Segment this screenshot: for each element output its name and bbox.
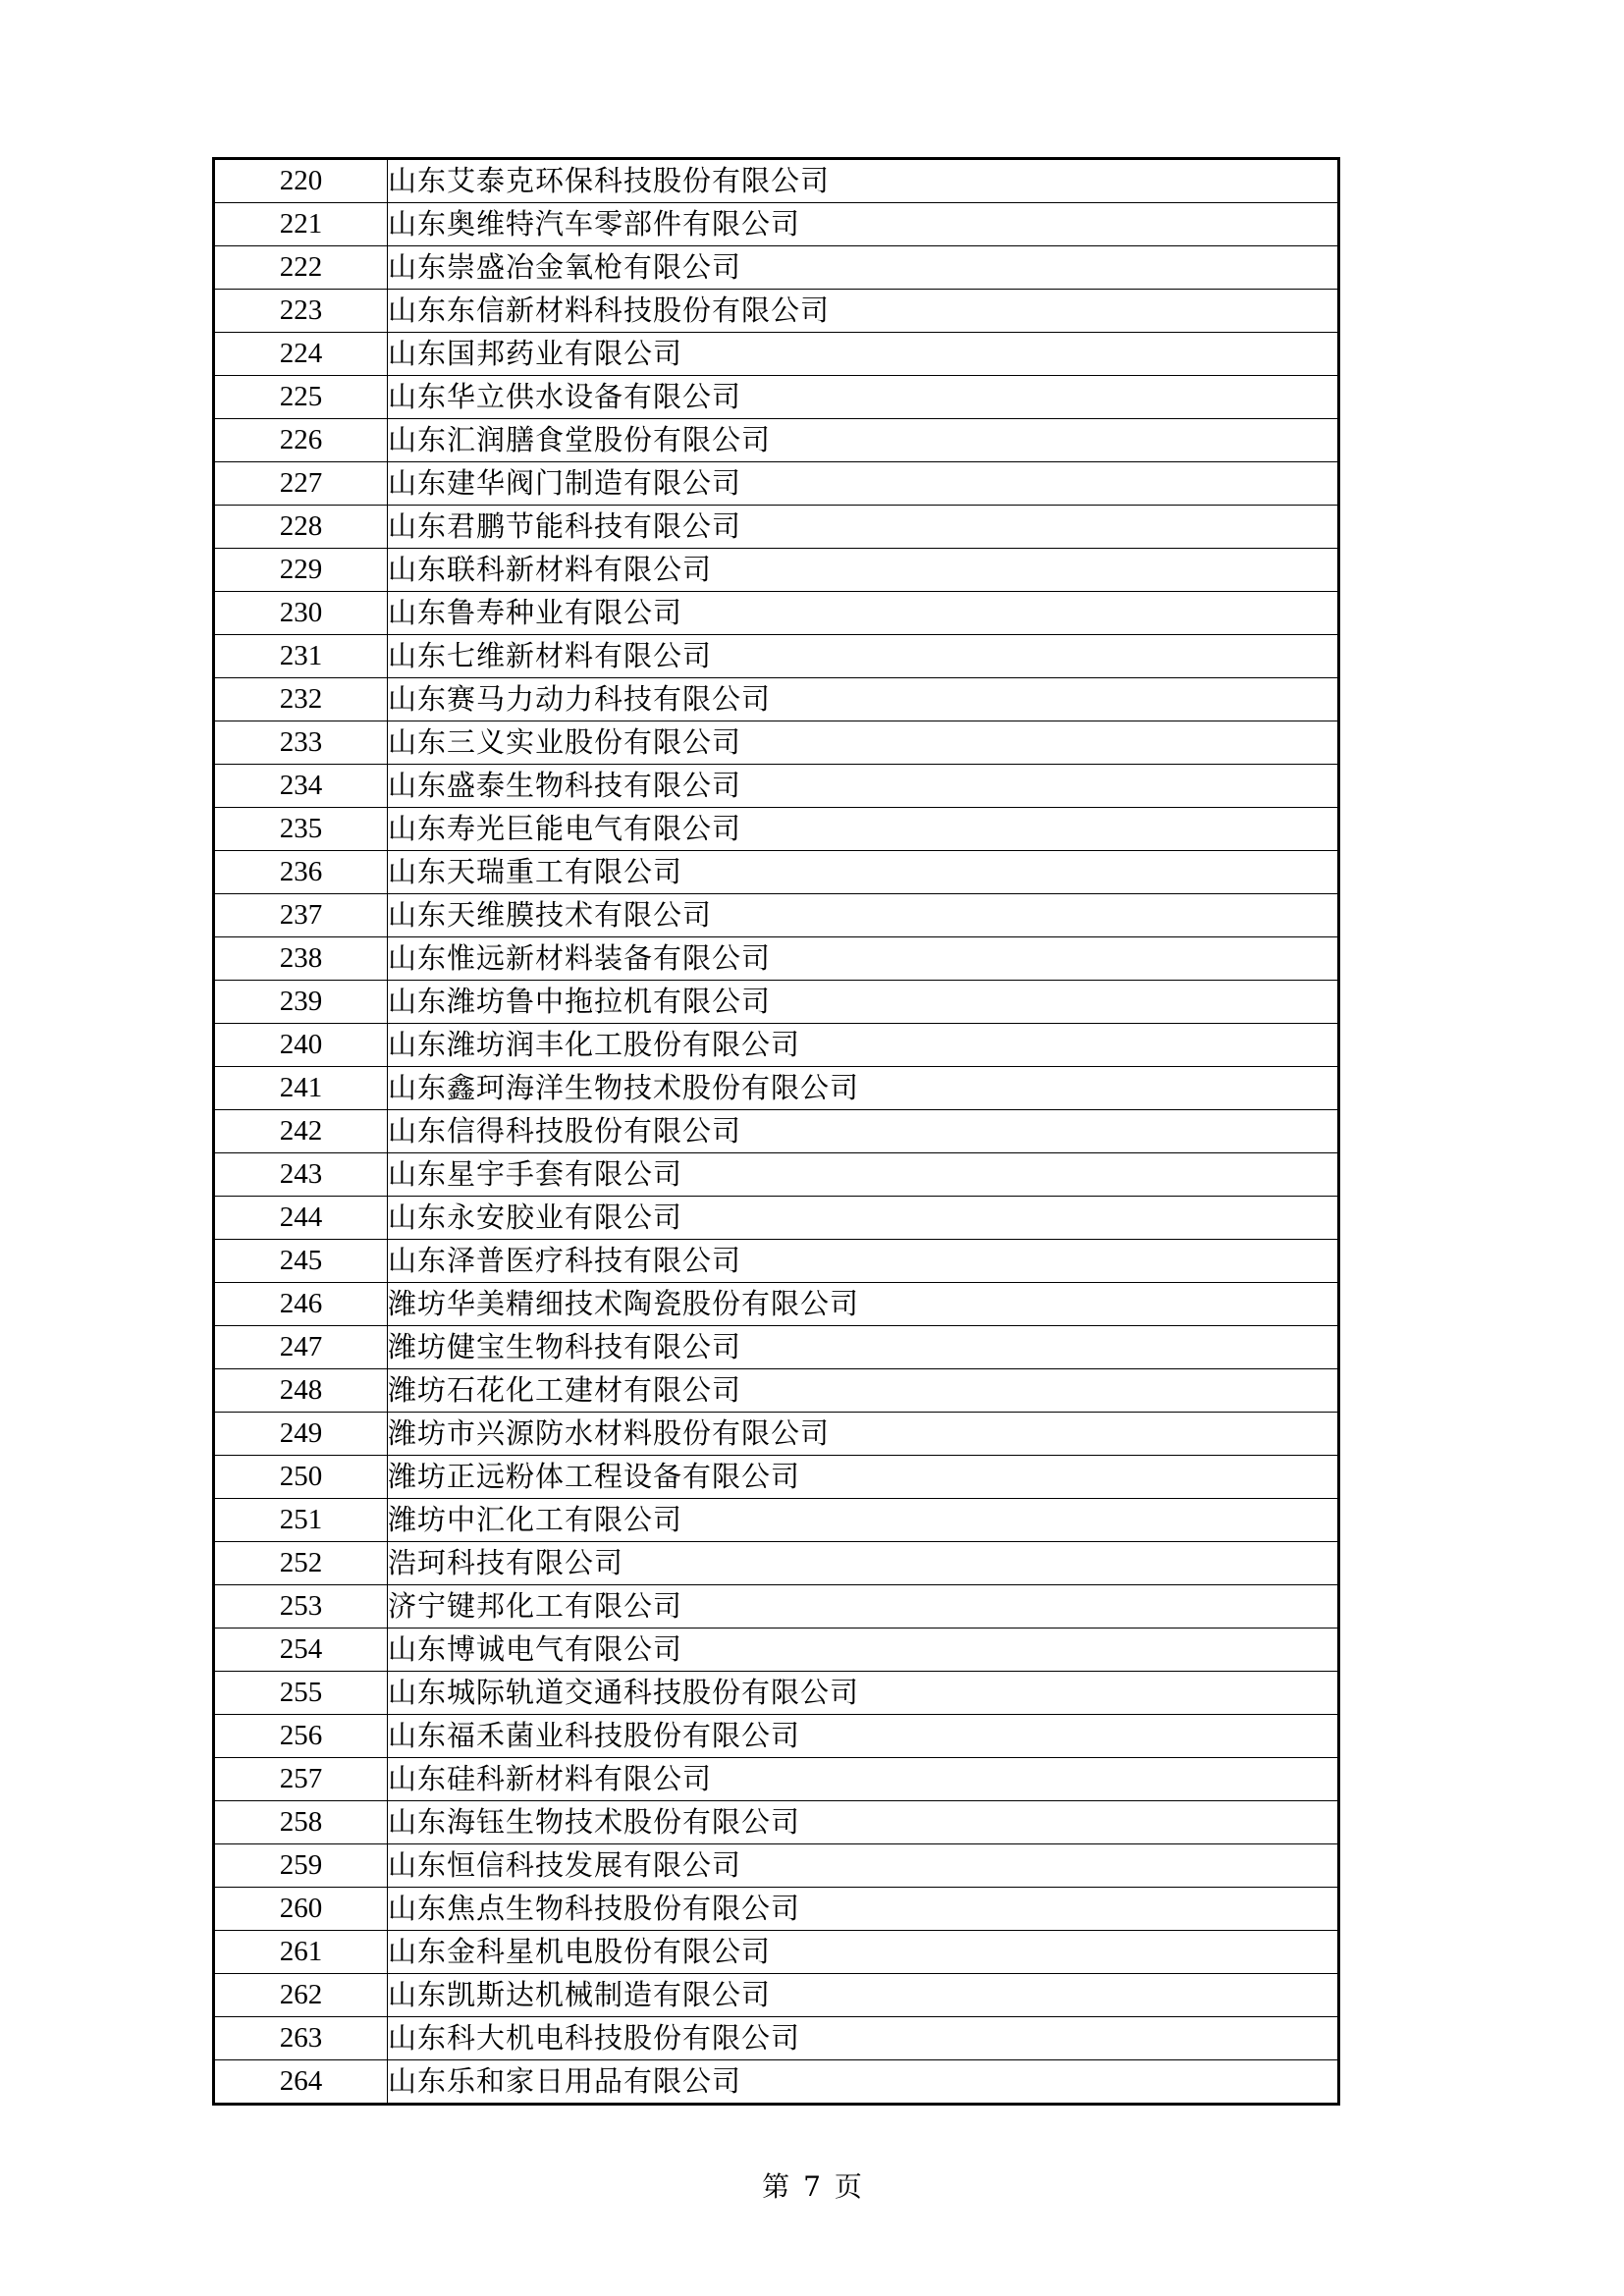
table-row [214,1024,1339,1067]
row-number-cell: 244 [214,1197,388,1240]
table-row [214,203,1339,246]
row-number-cell: 250 [214,1456,388,1499]
table-row [214,462,1339,506]
company-name-cell: 潍坊中汇化工有限公司 [388,1499,1339,1542]
row-number-cell: 257 [214,1758,388,1801]
table-row [214,1844,1339,1888]
row-number-cell: 238 [214,937,388,981]
company-name-cell: 山东博诚电气有限公司 [388,1629,1339,1672]
company-name-cell: 山东崇盛冶金氧枪有限公司 [388,246,1339,290]
row-number-cell: 263 [214,2017,388,2060]
row-number-cell: 245 [214,1240,388,1283]
row-number-cell: 243 [214,1153,388,1197]
table-row [214,721,1339,765]
company-name-cell: 山东天维膜技术有限公司 [388,894,1339,937]
row-number-cell: 236 [214,851,388,894]
row-number-cell: 222 [214,246,388,290]
row-number-cell: 231 [214,635,388,678]
table-row [214,1931,1339,1974]
company-name-cell: 山东鲁寿种业有限公司 [388,592,1339,635]
company-name-cell: 山东泽普医疗科技有限公司 [388,1240,1339,1283]
row-number-cell: 227 [214,462,388,506]
row-number-cell: 237 [214,894,388,937]
company-name-cell: 山东硅科新材料有限公司 [388,1758,1339,1801]
row-number-cell: 256 [214,1715,388,1758]
row-number-cell: 228 [214,506,388,549]
company-name-cell: 山东凯斯达机械制造有限公司 [388,1974,1339,2017]
table-row [214,1542,1339,1585]
table-row [214,1974,1339,2017]
row-number-cell: 262 [214,1974,388,2017]
row-number-cell: 235 [214,808,388,851]
company-name-cell: 潍坊石花化工建材有限公司 [388,1369,1339,1413]
row-number-cell: 242 [214,1110,388,1153]
company-name-cell: 山东乐和家日用品有限公司 [388,2060,1339,2105]
row-number-cell: 221 [214,203,388,246]
company-name-cell: 山东国邦药业有限公司 [388,333,1339,376]
row-number-cell: 248 [214,1369,388,1413]
company-name-cell: 山东海钰生物技术股份有限公司 [388,1801,1339,1844]
table-row [214,290,1339,333]
row-number-cell: 232 [214,678,388,721]
table-row [214,1672,1339,1715]
table-row [214,894,1339,937]
company-name-cell: 山东金科星机电股份有限公司 [388,1931,1339,1974]
company-name-cell: 山东华立供水设备有限公司 [388,376,1339,419]
company-name-cell: 潍坊健宝生物科技有限公司 [388,1326,1339,1369]
row-number-cell: 261 [214,1931,388,1974]
row-number-cell: 241 [214,1067,388,1110]
table-row [214,333,1339,376]
table-row [214,1110,1339,1153]
company-name-cell: 山东恒信科技发展有限公司 [388,1844,1339,1888]
company-name-cell: 山东惟远新材料装备有限公司 [388,937,1339,981]
row-number-cell: 226 [214,419,388,462]
table-row [214,1801,1339,1844]
company-name-cell: 山东君鹏节能科技有限公司 [388,506,1339,549]
page-footer-suffix: 页 [834,2170,862,2203]
company-name-cell: 山东天瑞重工有限公司 [388,851,1339,894]
table-row [214,1758,1339,1801]
company-list-table [212,157,1340,2106]
company-name-cell: 山东七维新材料有限公司 [388,635,1339,678]
company-name-cell: 山东联科新材料有限公司 [388,549,1339,592]
page-footer [0,2169,1624,2205]
table-row [214,1283,1339,1326]
table-row [214,419,1339,462]
table-row [214,765,1339,808]
row-number-cell: 239 [214,981,388,1024]
company-name-cell: 山东艾泰克环保科技股份有限公司 [388,159,1339,203]
table-row [214,678,1339,721]
row-number-cell: 240 [214,1024,388,1067]
company-name-cell: 潍坊正远粉体工程设备有限公司 [388,1456,1339,1499]
company-name-cell: 浩珂科技有限公司 [388,1542,1339,1585]
company-name-cell: 山东盛泰生物科技有限公司 [388,765,1339,808]
table-row [214,2060,1339,2105]
table-row [214,376,1339,419]
table-row [214,635,1339,678]
table-row [214,937,1339,981]
company-name-cell: 山东科大机电科技股份有限公司 [388,2017,1339,2060]
table-row [214,1067,1339,1110]
company-name-cell: 山东汇润膳食堂股份有限公司 [388,419,1339,462]
table-row [214,981,1339,1024]
table-row [214,851,1339,894]
row-number-cell: 224 [214,333,388,376]
company-name-cell: 山东奥维特汽车零部件有限公司 [388,203,1339,246]
row-number-cell: 225 [214,376,388,419]
row-number-cell: 249 [214,1413,388,1456]
table-row [214,1585,1339,1629]
table-row [214,506,1339,549]
table-body [214,159,1339,2105]
table-row [214,808,1339,851]
row-number-cell: 220 [214,159,388,203]
company-name-cell: 山东建华阀门制造有限公司 [388,462,1339,506]
company-name-cell: 山东福禾菌业科技股份有限公司 [388,1715,1339,1758]
table-row [214,1629,1339,1672]
row-number-cell: 234 [214,765,388,808]
row-number-cell: 255 [214,1672,388,1715]
row-number-cell: 251 [214,1499,388,1542]
company-name-cell: 山东星宇手套有限公司 [388,1153,1339,1197]
row-number-cell: 223 [214,290,388,333]
table-row [214,1369,1339,1413]
table-row [214,592,1339,635]
row-number-cell: 247 [214,1326,388,1369]
row-number-cell: 264 [214,2060,388,2105]
table-row [214,1456,1339,1499]
company-name-cell: 山东三义实业股份有限公司 [388,721,1339,765]
company-name-cell: 山东潍坊润丰化工股份有限公司 [388,1024,1339,1067]
table-row [214,1499,1339,1542]
company-name-cell: 济宁键邦化工有限公司 [388,1585,1339,1629]
table-row [214,246,1339,290]
row-number-cell: 230 [214,592,388,635]
row-number-cell: 229 [214,549,388,592]
row-number-cell: 260 [214,1888,388,1931]
company-name-cell: 潍坊华美精细技术陶瓷股份有限公司 [388,1283,1339,1326]
row-number-cell: 252 [214,1542,388,1585]
table-row [214,1240,1339,1283]
row-number-cell: 253 [214,1585,388,1629]
table-row [214,549,1339,592]
table-row [214,1413,1339,1456]
row-number-cell: 258 [214,1801,388,1844]
company-name-cell: 山东潍坊鲁中拖拉机有限公司 [388,981,1339,1024]
company-name-cell: 山东信得科技股份有限公司 [388,1110,1339,1153]
company-name-cell: 山东城际轨道交通科技股份有限公司 [388,1672,1339,1715]
row-number-cell: 233 [214,721,388,765]
company-name-cell: 山东焦点生物科技股份有限公司 [388,1888,1339,1931]
table-row [214,1888,1339,1931]
company-name-cell: 山东东信新材料科技股份有限公司 [388,290,1339,333]
company-name-cell: 山东赛马力动力科技有限公司 [388,678,1339,721]
company-name-cell: 山东寿光巨能电气有限公司 [388,808,1339,851]
table-row [214,1715,1339,1758]
company-name-cell: 潍坊市兴源防水材料股份有限公司 [388,1413,1339,1456]
table-row [214,159,1339,203]
page-footer-prefix: 第 [762,2170,790,2203]
row-number-cell: 254 [214,1629,388,1672]
page-number: 7 [803,2170,821,2203]
table-row [214,1197,1339,1240]
table-row [214,1153,1339,1197]
table-row [214,2017,1339,2060]
row-number-cell: 246 [214,1283,388,1326]
table-row [214,1326,1339,1369]
company-name-cell: 山东永安胶业有限公司 [388,1197,1339,1240]
company-name-cell: 山东鑫珂海洋生物技术股份有限公司 [388,1067,1339,1110]
row-number-cell: 259 [214,1844,388,1888]
